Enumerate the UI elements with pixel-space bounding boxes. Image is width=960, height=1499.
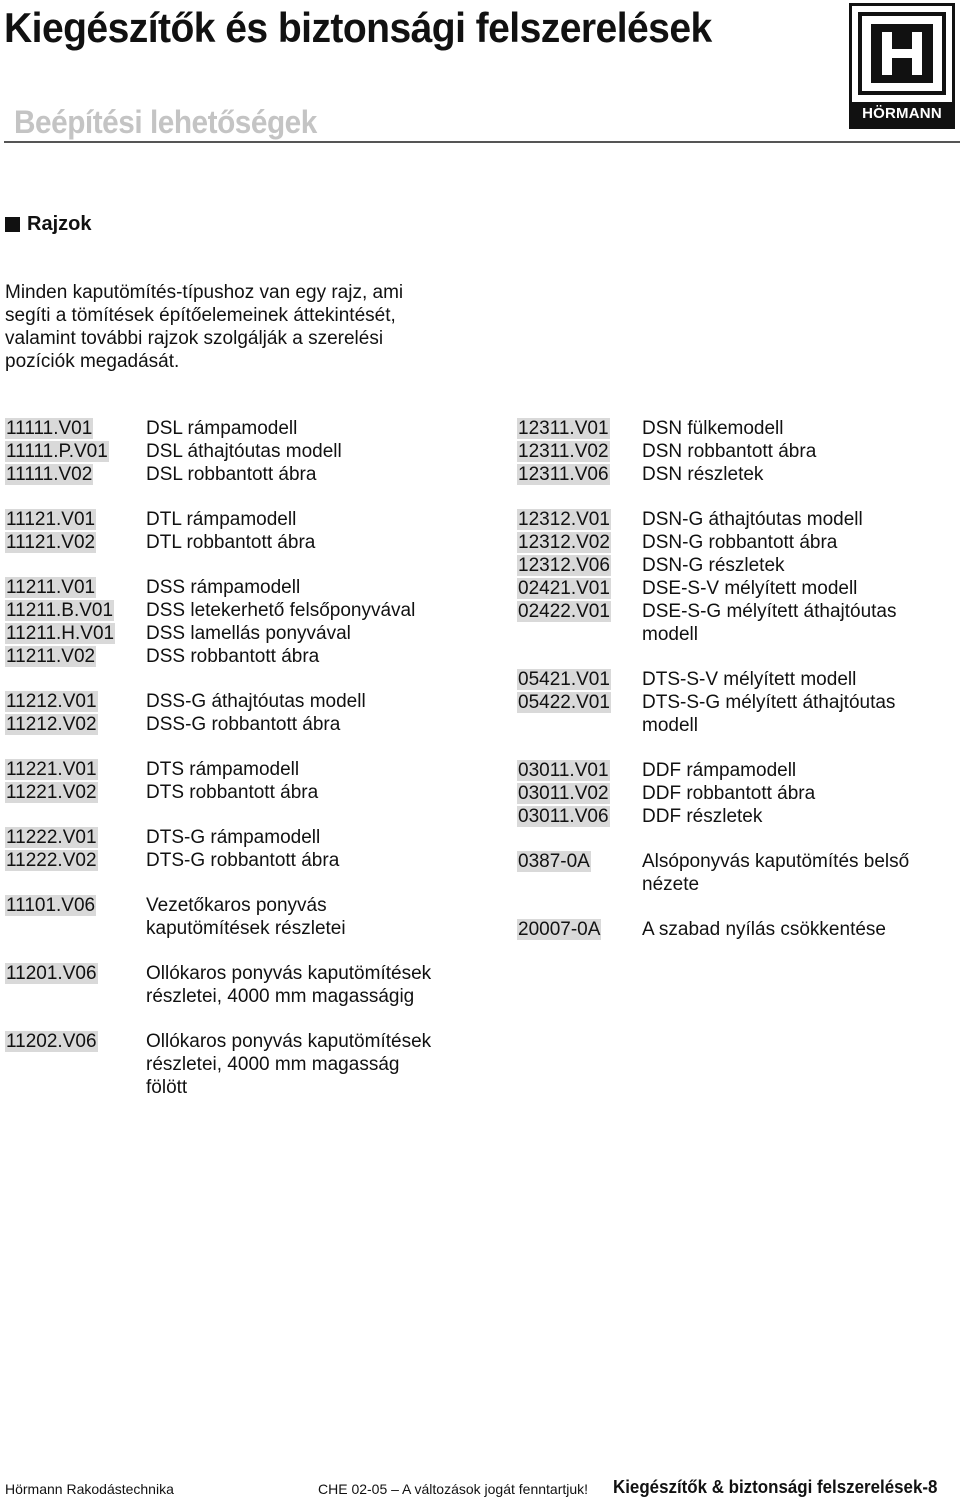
drawing-description: DTS robbantott ábra bbox=[146, 782, 319, 803]
drawing-description: DSE-S-G mélyített áthajtóutas bbox=[642, 601, 897, 622]
drawing-row bbox=[5, 417, 495, 440]
drawing-code: 11111.V01 bbox=[6, 418, 93, 439]
drawing-description: DTS rámpamodell bbox=[146, 759, 300, 780]
drawing-code: 03011.V06 bbox=[518, 806, 609, 827]
intro-line: segíti a tömítések építőelemeinek áttekintését, bbox=[5, 305, 396, 326]
drawing-code: 11211.V02 bbox=[6, 646, 96, 667]
drawing-row bbox=[517, 508, 957, 531]
drawing-row bbox=[517, 668, 957, 691]
drawing-code: 11201.V06 bbox=[6, 963, 97, 984]
drawing-description: Ollókaros ponyvás kaputömítések bbox=[146, 963, 432, 984]
page-title: Kiegészítők és biztonsági felszerelések bbox=[4, 4, 712, 51]
hormann-logo bbox=[849, 3, 955, 129]
drawing-description: DSE-S-V mélyített modell bbox=[642, 578, 858, 599]
drawing-group bbox=[5, 894, 495, 940]
drawing-row bbox=[517, 873, 957, 896]
drawing-row bbox=[517, 577, 957, 600]
drawing-group bbox=[517, 417, 957, 486]
drawing-description: DSS lamellás ponyvával bbox=[146, 623, 351, 644]
intro-line: Minden kaputömítés-típushoz van egy rajz, ami bbox=[5, 282, 404, 303]
drawing-description: DTL robbantott ábra bbox=[146, 532, 316, 553]
drawing-row bbox=[5, 758, 495, 781]
drawing-description: modell bbox=[642, 624, 698, 645]
drawing-list-right bbox=[517, 417, 957, 963]
section-heading bbox=[5, 213, 91, 236]
drawing-code: 11221.V02 bbox=[6, 782, 97, 803]
header-divider bbox=[4, 141, 960, 143]
drawing-description: DTS-G rámpamodell bbox=[146, 827, 321, 848]
drawing-code: 11222.V01 bbox=[6, 827, 97, 848]
intro-line: pozíciók megadását. bbox=[5, 351, 180, 372]
drawing-description: részletei, 4000 mm magasság bbox=[146, 1054, 400, 1075]
drawing-description: részletei, 4000 mm magasságig bbox=[146, 986, 415, 1007]
drawing-group bbox=[5, 690, 495, 736]
drawing-row bbox=[5, 531, 495, 554]
drawing-code: 12312.V06 bbox=[518, 555, 610, 576]
drawing-description: DTS-G robbantott ábra bbox=[146, 850, 340, 871]
drawing-code: 0387-0A bbox=[518, 851, 590, 872]
drawing-code: 11211.H.V01 bbox=[6, 623, 115, 644]
footer-company: Hörmann Rakodástechnika bbox=[5, 1481, 174, 1497]
drawing-code: 05422.V01 bbox=[518, 692, 610, 713]
drawing-code: 11212.V02 bbox=[6, 714, 97, 735]
drawing-row bbox=[5, 645, 495, 668]
drawing-code: 02421.V01 bbox=[518, 578, 610, 599]
drawing-row bbox=[517, 417, 957, 440]
drawing-code: 11111.P.V01 bbox=[6, 441, 108, 462]
drawing-row bbox=[5, 463, 495, 486]
drawing-row bbox=[5, 713, 495, 736]
footer-page-title: Kiegészítők & biztonsági felszerelések-8 bbox=[613, 1477, 938, 1497]
drawing-group bbox=[5, 576, 495, 668]
drawing-code: 05421.V01 bbox=[518, 669, 610, 690]
drawing-description: DSS rámpamodell bbox=[146, 577, 301, 598]
drawing-description: fölött bbox=[146, 1077, 188, 1098]
drawing-code: 12311.V01 bbox=[518, 418, 609, 439]
drawing-code: 11121.V01 bbox=[6, 509, 96, 530]
drawing-row bbox=[5, 576, 495, 599]
drawing-group bbox=[517, 668, 957, 737]
drawing-row bbox=[5, 781, 495, 804]
logo-wordmark: HÖRMANN bbox=[862, 105, 942, 122]
drawing-description: DSS letekerhető felsőponyvával bbox=[146, 600, 416, 621]
drawing-row bbox=[517, 554, 957, 577]
drawing-description: DSS-G áthajtóutas modell bbox=[146, 691, 366, 712]
drawing-row bbox=[517, 850, 957, 873]
drawing-description: A szabad nyílás csökkentése bbox=[642, 919, 886, 940]
drawing-row bbox=[5, 599, 495, 622]
drawing-code: 11121.V02 bbox=[6, 532, 96, 553]
drawing-description: DTS-S-G mélyített áthajtóutas bbox=[642, 692, 896, 713]
page-subtitle: Beépítési lehetőségek bbox=[14, 104, 317, 140]
drawing-description: DSN-G áthajtóutas modell bbox=[642, 509, 863, 530]
drawing-description: DTS-S-V mélyített modell bbox=[642, 669, 857, 690]
drawing-description: DSS robbantott ábra bbox=[146, 646, 320, 667]
drawing-code: 12311.V02 bbox=[518, 441, 609, 462]
drawing-group bbox=[5, 826, 495, 872]
drawing-row bbox=[5, 826, 495, 849]
drawing-row bbox=[517, 782, 957, 805]
drawing-code: 11101.V06 bbox=[6, 895, 96, 916]
drawing-row bbox=[5, 1076, 495, 1099]
drawing-description: DSL rámpamodell bbox=[146, 418, 298, 439]
drawing-code: 11222.V02 bbox=[6, 850, 97, 871]
drawing-code: 11211.B.V01 bbox=[6, 600, 114, 621]
drawing-row bbox=[5, 690, 495, 713]
drawing-code: 11221.V01 bbox=[6, 759, 97, 780]
drawing-row bbox=[5, 1030, 495, 1053]
drawing-description: nézete bbox=[642, 874, 700, 895]
drawing-description: DSL áthajtóutas modell bbox=[146, 441, 342, 462]
drawing-row bbox=[517, 918, 957, 941]
drawing-group bbox=[5, 962, 495, 1008]
drawing-row bbox=[5, 849, 495, 872]
drawing-code: 03011.V02 bbox=[518, 783, 609, 804]
drawing-group bbox=[5, 1030, 495, 1099]
drawing-code: 12312.V02 bbox=[518, 532, 610, 553]
footer-version: CHE 02-05 – A változások jogát fenntartjuk! bbox=[318, 1481, 589, 1497]
drawing-group bbox=[517, 759, 957, 828]
page-footer bbox=[0, 1477, 960, 1499]
drawing-row bbox=[517, 691, 957, 714]
drawing-row bbox=[5, 622, 495, 645]
drawing-row bbox=[5, 917, 495, 940]
drawing-row bbox=[517, 440, 957, 463]
drawing-code: 03011.V01 bbox=[518, 760, 609, 781]
drawing-row bbox=[517, 531, 957, 554]
drawing-description: DDF részletek bbox=[642, 806, 763, 827]
drawing-row bbox=[5, 440, 495, 463]
drawing-description: DDF robbantott ábra bbox=[642, 783, 816, 804]
drawing-description: DSN fülkemodell bbox=[642, 418, 784, 439]
drawing-description: DTL rámpamodell bbox=[146, 509, 297, 530]
drawing-row bbox=[5, 508, 495, 531]
drawing-description: Alsóponyvás kaputömítés belső bbox=[642, 851, 910, 872]
drawing-row bbox=[517, 463, 957, 486]
drawing-description: DDF rámpamodell bbox=[642, 760, 797, 781]
drawing-group bbox=[517, 508, 957, 646]
drawing-group bbox=[5, 417, 495, 486]
drawing-description: modell bbox=[642, 715, 698, 736]
drawing-description: DSN-G részletek bbox=[642, 555, 785, 576]
drawing-row bbox=[517, 623, 957, 646]
drawing-code: 11111.V02 bbox=[6, 464, 93, 485]
drawing-description: Vezetőkaros ponyvás bbox=[146, 895, 327, 916]
section-heading-label: Rajzok bbox=[27, 213, 92, 235]
drawing-description: DSL robbantott ábra bbox=[146, 464, 317, 485]
drawing-code: 11202.V06 bbox=[6, 1031, 97, 1052]
drawing-row bbox=[5, 985, 495, 1008]
intro-paragraph bbox=[5, 281, 445, 373]
drawing-description: kaputömítések részletei bbox=[146, 918, 346, 939]
drawing-code: 11212.V01 bbox=[6, 691, 97, 712]
drawing-code: 11211.V01 bbox=[6, 577, 96, 598]
drawing-row bbox=[517, 600, 957, 623]
drawing-row bbox=[517, 805, 957, 828]
drawing-row bbox=[5, 1053, 495, 1076]
drawing-description: DSN-G robbantott ábra bbox=[642, 532, 838, 553]
drawing-group bbox=[517, 850, 957, 896]
drawing-list-left bbox=[5, 417, 495, 1121]
drawing-row bbox=[5, 962, 495, 985]
drawing-description: Ollókaros ponyvás kaputömítések bbox=[146, 1031, 432, 1052]
drawing-code: 02422.V01 bbox=[518, 601, 610, 622]
drawing-row bbox=[517, 714, 957, 737]
drawing-group bbox=[517, 918, 957, 941]
drawing-description: DSN robbantott ábra bbox=[642, 441, 817, 462]
drawing-row bbox=[5, 894, 495, 917]
drawing-group bbox=[5, 508, 495, 554]
drawing-code: 20007-0A bbox=[518, 919, 601, 940]
drawing-code: 12311.V06 bbox=[518, 464, 609, 485]
drawing-row bbox=[517, 759, 957, 782]
drawing-code: 12312.V01 bbox=[518, 509, 610, 530]
square-bullet-icon bbox=[5, 217, 20, 232]
drawing-description: DSN részletek bbox=[642, 464, 764, 485]
drawing-description: DSS-G robbantott ábra bbox=[146, 714, 341, 735]
drawing-group bbox=[5, 758, 495, 804]
intro-line: valamint további rajzok szolgálják a szerelési bbox=[5, 328, 384, 349]
